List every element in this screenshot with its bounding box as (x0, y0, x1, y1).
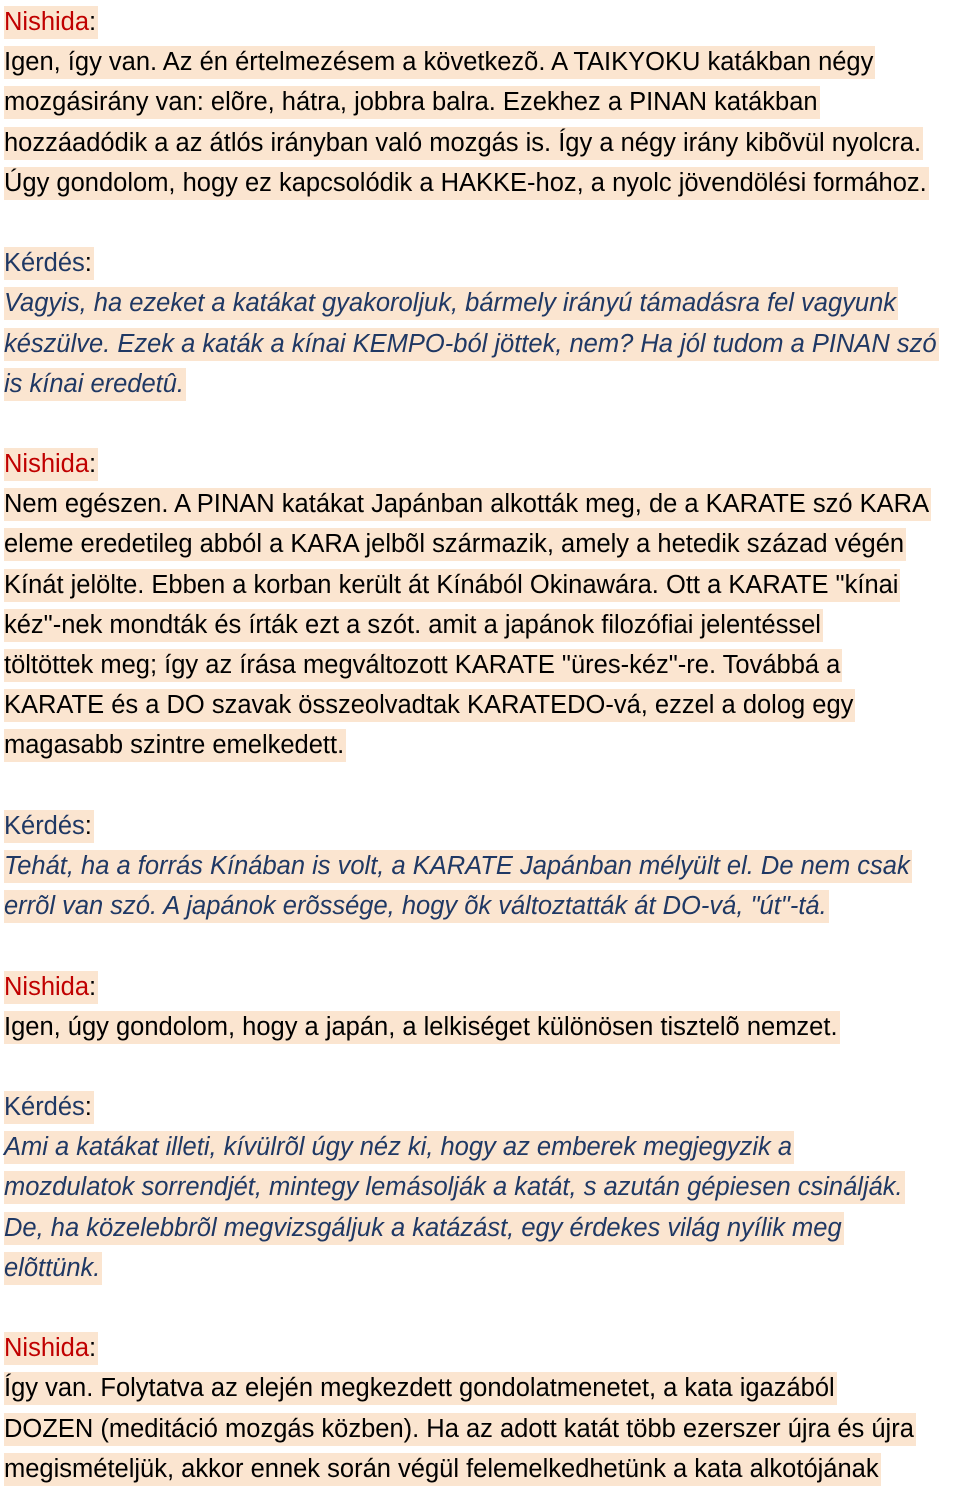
text-line (4, 605, 960, 645)
speaker-label-highlight (4, 971, 98, 1004)
speaker-label (4, 2, 960, 42)
paragraph-spacer (4, 203, 960, 243)
text-line (4, 725, 960, 765)
text-line (4, 484, 960, 524)
text-line (4, 886, 960, 926)
speaker-name: Kérdés (4, 1093, 85, 1122)
text-line (4, 1409, 960, 1449)
highlighted-text: Igen, úgy gondolom, hogy a japán, a lelkiséget különösen tisztelõ nemzet. (4, 1011, 840, 1044)
speaker-colon: : (84, 249, 92, 278)
speaker-label (4, 1328, 960, 1368)
text-line (4, 1368, 960, 1408)
speaker-name: Nishida (4, 450, 90, 479)
text-line (4, 123, 960, 163)
text-line (4, 1127, 960, 1167)
speaker-label (4, 1087, 960, 1127)
speaker-label (4, 967, 960, 1007)
speaker-name: Nishida (4, 1334, 90, 1363)
speaker-label-highlight (4, 1091, 94, 1124)
highlighted-text: mozdulatok sorrendjét, mintegy lemásolják a katát, s azután gépiesen csinálják. (4, 1171, 905, 1204)
highlighted-text: mozgásirány van: elõre, hátra, jobbra balra. Ezekhez a PINAN katákban (4, 86, 820, 119)
paragraph-spacer (4, 1047, 960, 1087)
paragraph-spacer (4, 1288, 960, 1328)
highlighted-text: is kínai eredetû. (4, 368, 186, 401)
speaker-colon: : (89, 8, 97, 36)
speaker-name: Kérdés (4, 811, 85, 840)
highlighted-text: megismételjük, akkor ennek során végül felemelkedhetünk a kata alkotójának (4, 1453, 881, 1486)
highlighted-text: Tehát, ha a forrás Kínában is volt, a KARATE Japánban mélyült el. De nem csak (4, 850, 912, 883)
text-line (4, 324, 960, 364)
paragraph-spacer (4, 766, 960, 806)
speaker-name: Nishida (4, 8, 90, 36)
highlighted-text: hozzáadódik a az átlós irányban való mozgás is. Így a négy irány kibõvül nyolcra. (4, 127, 923, 160)
speaker-label-highlight (4, 1332, 98, 1365)
highlighted-text: kéz"-nek mondták és írták ezt a szót. amit a japánok filozófiai jelentéssel (4, 609, 823, 642)
highlighted-text: DOZEN (meditáció mozgás közben). Ha az adott katát több ezerszer újra és újra (4, 1413, 916, 1446)
highlighted-text: Úgy gondolom, hogy ez kapcsolódik a HAKKE-hoz, a nyolc jövendölési formához. (4, 167, 929, 200)
text-line (4, 565, 960, 605)
highlighted-text: magasabb szintre emelkedett. (4, 729, 346, 762)
text-line (4, 364, 960, 404)
text-line (4, 1208, 960, 1248)
highlighted-text: Igen, így van. Az én értelmezésem a következõ. A TAIKYOKU katákban négy (4, 46, 875, 79)
speaker-colon: : (89, 450, 97, 479)
highlighted-text: eleme eredetileg abból a KARA jelbõl származik, amely a hetedik század végén (4, 528, 906, 561)
speaker-colon: : (89, 972, 97, 1001)
text-line (4, 645, 960, 685)
highlighted-text: KARATE és a DO szavak összeolvadtak KARATEDO-vá, ezzel a dolog egy (4, 689, 855, 722)
speaker-colon: : (84, 1093, 92, 1122)
highlighted-text: De, ha közelebbrõl megvizsgáljuk a katázást, egy érdekes világ nyílik meg (4, 1212, 844, 1245)
highlighted-text: töltöttek meg; így az írása megváltozott KARATE "üres-kéz"-re. Továbbá a (4, 649, 842, 682)
paragraph-spacer (4, 404, 960, 444)
highlighted-text: készülve. Ezek a katák a kínai KEMPO-ból jöttek, nem? Ha jól tudom a PINAN szó (4, 328, 939, 361)
speaker-label (4, 444, 960, 484)
text-line (4, 1248, 960, 1288)
text-line (4, 283, 960, 323)
highlighted-text: Kínát jelölte. Ebben a korban került át Kínából Okinawára. Ott a KARATE "kínai (4, 569, 900, 602)
document-page (4, 2, 960, 1489)
speaker-label-highlight (4, 448, 98, 481)
speaker-label-highlight (4, 810, 94, 843)
speaker-name: Kérdés (4, 249, 85, 278)
highlighted-text: Így van. Folytatva az elején megkezdett gondolatmenetet, a kata igazából (4, 1372, 837, 1405)
highlighted-text: Vagyis, ha ezeket a katákat gyakoroljuk, bármely irányú támadásra fel vagyunk (4, 287, 898, 320)
text-line (4, 1167, 960, 1207)
text-line (4, 1449, 960, 1489)
speaker-name: Nishida (4, 972, 90, 1001)
highlighted-text: Nem egészen. A PINAN katákat Japánban alkották meg, de a KARATE szó KARA (4, 488, 931, 521)
speaker-label-highlight (4, 247, 94, 280)
text-line (4, 685, 960, 725)
text-line (4, 42, 960, 82)
highlighted-text: elõttünk. (4, 1252, 102, 1285)
text-line (4, 846, 960, 886)
highlighted-text: errõl van szó. A japánok erõssége, hogy õk változtatták át DO-vá, "út"-tá. (4, 890, 829, 923)
speaker-label-highlight (4, 6, 98, 39)
text-line (4, 163, 960, 203)
speaker-label (4, 243, 960, 283)
text-line (4, 1007, 960, 1047)
paragraph-spacer (4, 926, 960, 966)
text-line (4, 524, 960, 564)
text-line (4, 82, 960, 122)
speaker-label (4, 806, 960, 846)
highlighted-text: Ami a katákat illeti, kívülrõl úgy néz ki, hogy az emberek megjegyzik a (4, 1131, 794, 1164)
speaker-colon: : (84, 811, 92, 840)
speaker-colon: : (89, 1334, 97, 1363)
